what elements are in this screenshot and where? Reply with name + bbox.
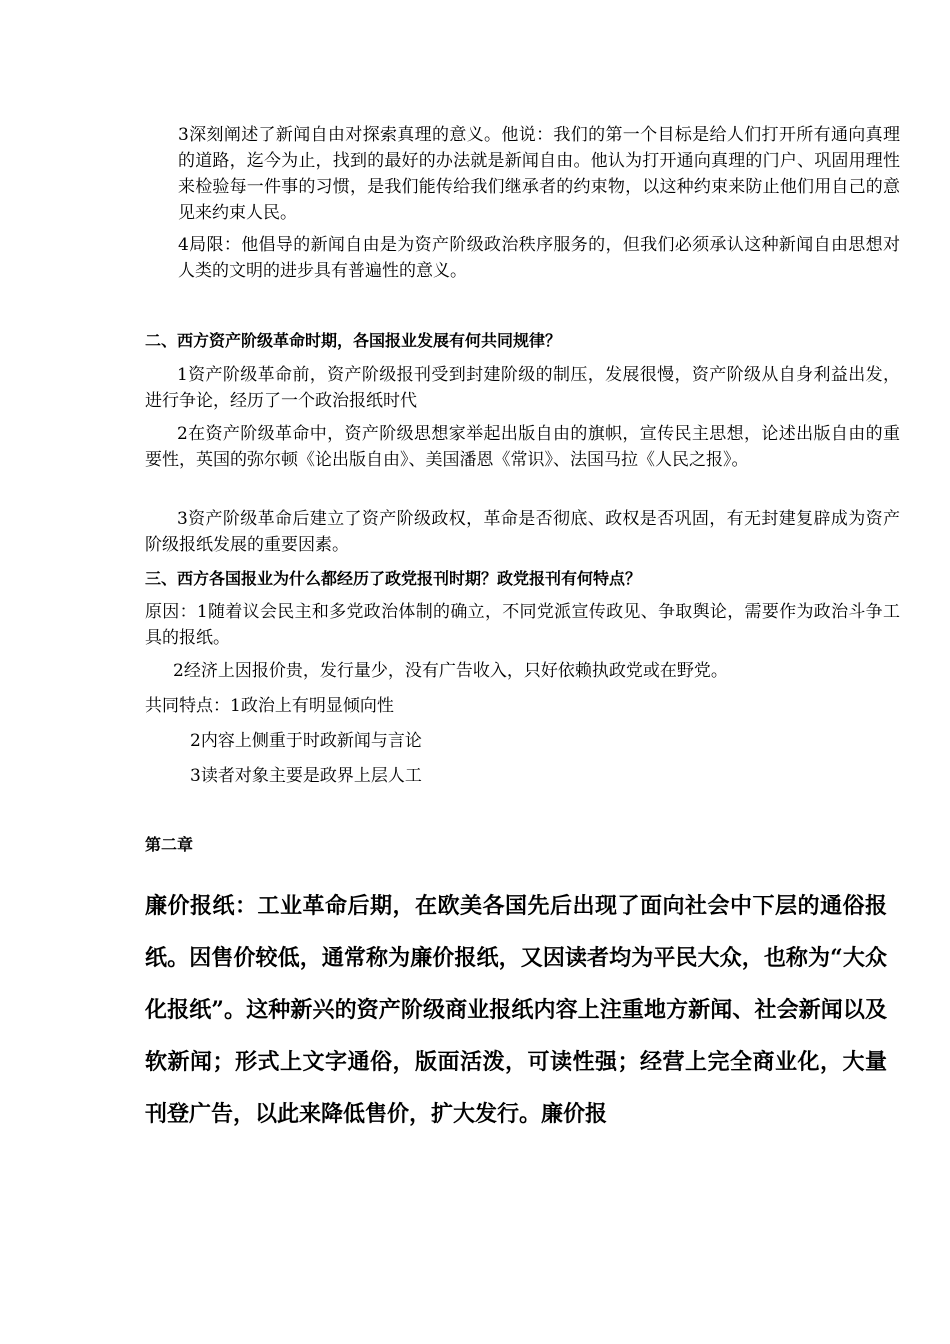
section-two-point-1: 1资产阶级革命前，资产阶级报刊受到封建阶级的制压，发展很慢，资产阶级从自身利益出发，进行争论，经历了一个政治报纸时代 xyxy=(145,365,900,411)
section-three-reason-2: 2经济上因报价贵，发行量少，没有广告收入，只好依赖执政党或在野党。 xyxy=(173,661,728,681)
section-three-feature-2: 2内容上侧重于时政新闻与言论 xyxy=(190,731,422,751)
section-two-heading: 二、西方资产阶级革命时期，各国报业发展有何共同规律？ xyxy=(145,331,562,350)
section-two-point-2: 2在资产阶级革命中，资产阶级思想家举起出版自由的旗帜，宣传民主思想，论述出版自由的重要性，英国的弥尔顿《论出版自由》、美国潘恩《常识》、法国马拉《人民之报》。 xyxy=(145,424,900,470)
section-three-heading: 三、西方各国报业为什么都经历了政党报刊时期？政党报刊有何特点？ xyxy=(145,569,642,588)
section-three-reason-1: 原因：1随着议会民主和多党政治体制的确立，不同党派宣传政见、争取舆论，需要作为政治斗争工具的报纸。 xyxy=(145,602,900,648)
chapter-two-body: 廉价报纸：工业革命后期，在欧美各国先后出现了面向社会中下层的通俗报纸。因售价较低，通常称为廉价报纸，又因读者均为平民大众，也称为“大众化报纸”。这种新兴的资产阶级商业报纸内容上注重地方新闻、社会新闻以及软新闻；形式上文字通俗，版面活泼，可读性强；经营上完全商业化，大量刊登广告，以此来降低售价，扩大发行。廉价报 xyxy=(145,893,887,1127)
section-three-feature-1: 共同特点：1政治上有明显倾向性 xyxy=(145,696,394,716)
section-one-point-4: 4局限：他倡导的新闻自由是为资产阶级政治秩序服务的，但我们必须承认这种新闻自由思想对人类的文明的进步具有普遍性的意义。 xyxy=(178,235,900,281)
section-two-point-3: 3资产阶级革命后建立了资产阶级政权，革命是否彻底、政权是否巩固，有无封建复辟成为资产阶级报纸发展的重要因素。 xyxy=(145,509,900,555)
chapter-two-title: 第二章 xyxy=(145,835,194,854)
section-one-point-3: 3深刻阐述了新闻自由对探索真理的意义。他说：我们的第一个目标是给人们打开所有通向真理的道路，迄今为止，找到的最好的办法就是新闻自由。他认为打开通向真理的门户、巩固用理性来检验每一件事的习惯，是我们能传给我们继承者的约束物，以这种约束来防止他们用自己的意见来约束人民。 xyxy=(178,125,900,223)
section-three-feature-3: 3读者对象主要是政界上层人工 xyxy=(190,766,422,786)
